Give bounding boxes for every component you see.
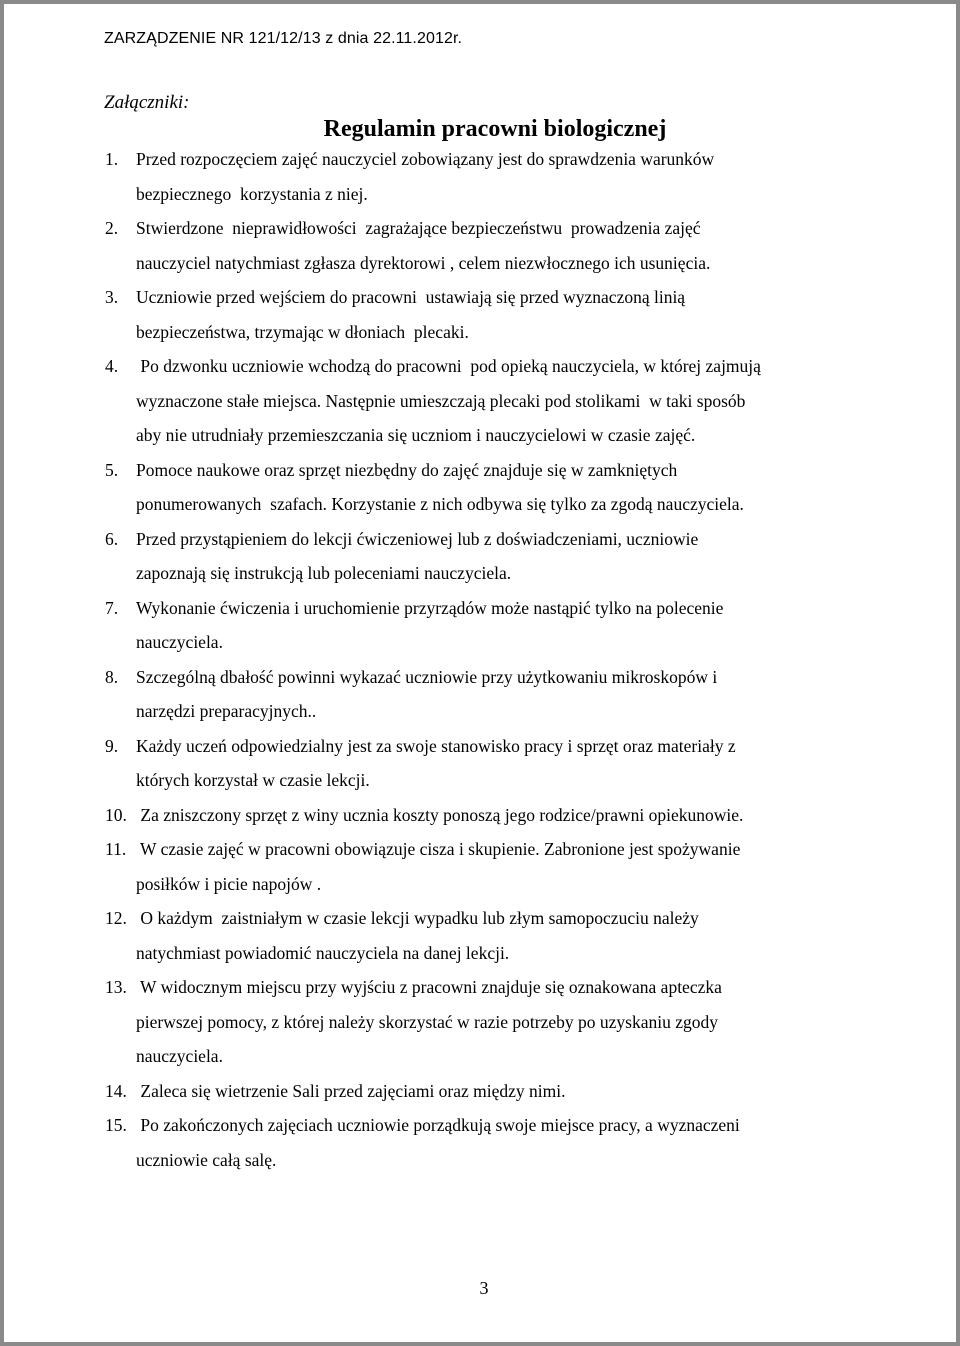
page-number: 3: [479, 1278, 489, 1298]
document-header: ZARZĄDZENIE NR 121/12/13 z dnia 22.11.2012r.: [104, 30, 463, 47]
rule-text-line: posiłków i picie napojów .: [136, 873, 322, 894]
rule-text-line: pierwszej pomocy, z której należy skorzystać w razie potrzeby po uzyskaniu zgody: [136, 1011, 718, 1032]
rule-text-line: Pomoce naukowe oraz sprzęt niezbędny do zajęć znajduje się w zamkniętych: [136, 459, 678, 480]
rule-text-line: nauczyciel natychmiast zgłasza dyrektorowi , celem niezwłocznego ich usunięcia.: [136, 252, 711, 273]
rule-text-line: ponumerowanych szafach. Korzystanie z nich odbywa się tylko za zgodą nauczyciela.: [136, 494, 744, 514]
rule-item: [4, 729, 960, 798]
rule-number: 14.: [105, 1080, 127, 1101]
rule-text-line: których korzystał w czasie lekcji.: [136, 770, 370, 790]
rule-text-line: Przed rozpoczęciem zajęć nauczyciel zobowiązany jest do sprawdzenia warunków: [136, 149, 715, 169]
rule-text-line: Wykonanie ćwiczenia i uruchomienie przyrządów może nastąpić tylko na polecenie: [136, 597, 724, 618]
rule-text-line: Szczególną dbałość powinni wykazać uczniowie przy użytkowaniu mikroskopów i: [136, 666, 718, 687]
rule-text-line: Po zakończonych zajęciach uczniowie porządkują swoje miejsce pracy, a wyznaczeni: [136, 1115, 740, 1135]
rule-number: 9.: [105, 735, 119, 756]
rule-number: 15.: [105, 1115, 127, 1135]
rule-number: 10.: [105, 804, 127, 825]
rule-item: [4, 1108, 960, 1177]
rule-text-line: Każdy uczeń odpowiedzialny jest za swoje stanowisko pracy i sprzęt oraz materiały z: [136, 735, 736, 756]
rule-text-line: narzędzi preparacyjnych..: [136, 701, 317, 721]
page-title: [4, 116, 960, 143]
rule-number: 5.: [105, 459, 119, 480]
attachments-label: Załączniki:: [104, 92, 190, 113]
rule-item: [4, 832, 960, 901]
rule-number: 1.: [105, 149, 119, 169]
rule-item: [4, 798, 960, 833]
rule-text-line: Stwierdzone nieprawidłowości zagrażające bezpieczeństwu prowadzenia zajęć: [136, 218, 701, 238]
rule-number: 8.: [105, 666, 119, 687]
title-text: Regulamin pracowni biologicznej: [323, 116, 667, 142]
rule-number: 2.: [105, 218, 119, 238]
rule-item: [4, 660, 960, 729]
rule-text-line: Za zniszczony sprzęt z winy ucznia koszty ponoszą jego rodzice/prawni opiekunowie.: [136, 804, 744, 825]
rule-text-line: natychmiast powiadomić nauczyciela na danej lekcji.: [136, 942, 510, 963]
rule-item: [4, 1074, 960, 1109]
rule-text-line: W czasie zajęć w pracowni obowiązuje cisza i skupienie. Zabronione jest spożywanie: [136, 839, 741, 859]
rule-text-line: wyznaczone stałe miejsca. Następnie umieszczają plecaki pod stolikami w taki sposób: [136, 390, 746, 411]
rule-text-line: Po dzwonku uczniowie wchodzą do pracowni pod opieką nauczyciela, w której zajmują: [136, 356, 761, 376]
rule-number: 4.: [105, 356, 119, 376]
rule-text-line: uczniowie całą salę.: [136, 1149, 277, 1170]
rule-number: 7.: [105, 597, 119, 618]
rule-number: 12.: [105, 908, 127, 928]
rule-text-line: bezpieczeństwa, trzymając w dłoniach plecaki.: [136, 321, 469, 342]
rule-item: [4, 453, 960, 522]
rule-text-line: nauczyciela.: [136, 632, 223, 652]
rule-item: [4, 280, 960, 349]
rule-text-line: nauczyciela.: [136, 1046, 223, 1066]
rules-list: [4, 142, 960, 1177]
rule-text-line: W widocznym miejscu przy wyjściu z pracowni znajduje się oznakowana apteczka: [136, 977, 722, 997]
rule-number: 6.: [105, 528, 119, 549]
rule-item: [4, 901, 960, 970]
rule-item: [4, 522, 960, 591]
rule-item: [4, 349, 960, 453]
rule-number: 11.: [105, 839, 127, 859]
rule-text-line: aby nie utrudniały przemieszczania się uczniom i nauczycielowi w czasie zajęć.: [136, 425, 696, 445]
rule-text-line: Uczniowie przed wejściem do pracowni ustawiają się przed wyznaczoną linią: [136, 287, 686, 307]
rule-item: [4, 970, 960, 1074]
rule-text-line: O każdym zaistniałym w czasie lekcji wypadku lub złym samopoczuciu należy: [136, 908, 699, 928]
rule-text-line: Przed przystąpieniem do lekcji ćwiczeniowej lub z doświadczeniami, uczniowie: [136, 528, 699, 549]
rule-number: 13.: [105, 977, 127, 997]
rule-text-line: bezpiecznego korzystania z niej.: [136, 183, 368, 204]
rule-number: 3.: [105, 287, 119, 307]
rule-text-line: Zaleca się wietrzenie Sali przed zajęciami oraz między nimi.: [136, 1080, 566, 1101]
rule-item: [4, 591, 960, 660]
rule-item: [4, 142, 960, 211]
rule-text-line: zapoznają się instrukcją lub poleceniami nauczyciela.: [136, 563, 512, 583]
rule-item: [4, 211, 960, 280]
